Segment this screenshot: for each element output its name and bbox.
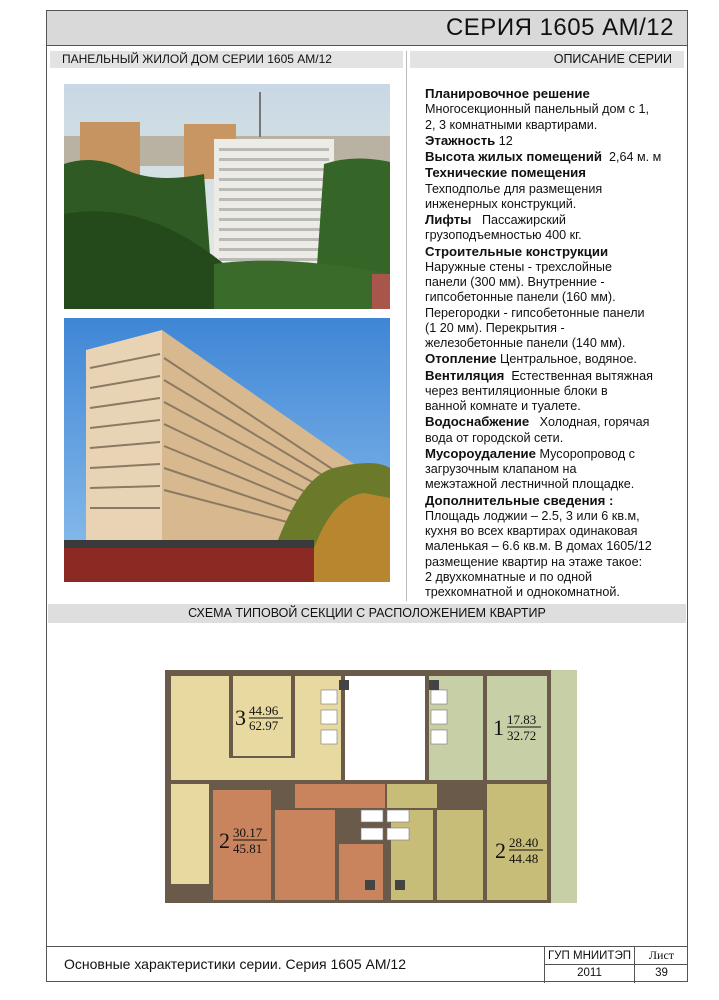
description-line <box>425 351 687 367</box>
description-line <box>425 493 687 509</box>
apartment-2-right-rooms: 2 <box>495 838 506 863</box>
description-line <box>425 336 687 351</box>
description-line <box>425 524 687 539</box>
description-line <box>425 368 687 384</box>
description-heading: Мусороудаление <box>425 445 536 461</box>
description-text: (1 20 мм). Перекрытия - <box>425 320 565 335</box>
description-text: Пассажирский <box>471 213 566 227</box>
description-line <box>425 118 687 133</box>
stairwell <box>345 676 425 780</box>
page-title: СЕРИЯ 1605 АМ/12 <box>445 14 674 41</box>
description-text: вода от городской сети. <box>425 430 564 445</box>
description-text: Холодная, горячая <box>529 415 650 430</box>
description-line <box>425 555 687 570</box>
description-line <box>425 477 687 492</box>
description-line <box>425 260 687 275</box>
apartment-1-total: 32.72 <box>507 728 537 743</box>
description-text: загрузочным клапаном на <box>425 462 577 476</box>
description-heading: Дополнительные сведения : <box>425 492 614 508</box>
apartment-3-rooms: 3 <box>235 705 246 730</box>
description-text: Техподполье для размещения <box>425 181 603 196</box>
building-photo-aerial <box>64 84 390 309</box>
description-line <box>425 149 687 165</box>
apartment-2-left-living: 30.17 <box>233 825 263 840</box>
footer-year: 2011 <box>577 967 602 979</box>
description-line <box>425 197 687 212</box>
description-line <box>425 462 687 477</box>
apartment-1-loggia <box>551 670 577 903</box>
description-line <box>425 102 687 117</box>
description-text: 2 двухкомнатные и по одной <box>425 569 593 584</box>
description-heading: Лифты <box>425 212 472 227</box>
description-heading: Высота жилых помещений <box>425 149 602 164</box>
description-line <box>425 399 687 414</box>
description-text: межэтажной лестничной площадке. <box>425 477 635 492</box>
series-description <box>425 86 687 600</box>
description-text: Наружные стены - трехслойные <box>425 259 612 274</box>
description-heading: Водоснабжение <box>425 414 530 430</box>
column-divider <box>406 51 407 601</box>
description-text: ванной комнате и туалете. <box>425 399 581 413</box>
apartment-3-loggia <box>171 784 209 884</box>
apartment-2-left-room-b <box>275 810 335 900</box>
footer-sheet-label: Лист <box>648 948 675 962</box>
description-text: панели (300 мм). Внутренние - <box>425 275 605 289</box>
description-line <box>425 384 687 399</box>
apartment-3-total: 62.97 <box>249 718 279 733</box>
footer-org-cell <box>544 947 634 983</box>
subheader-right: ОПИСАНИЕ СЕРИИ <box>410 51 684 68</box>
scheme-title: СХЕМА ТИПОВОЙ СЕКЦИИ С РАСПОЛОЖЕНИЕМ КВАРТИР <box>48 604 686 623</box>
footer-caption: Основные характеристики серии. Серия 1605 АМ/12 <box>64 956 406 972</box>
description-text: Центральное, водяное. <box>496 352 637 367</box>
description-line <box>425 306 687 321</box>
description-text: размещение квартир на этаже такое: <box>425 554 643 569</box>
description-text: 2,64 м. м <box>601 150 662 164</box>
description-line <box>425 431 687 446</box>
description-line <box>425 275 687 290</box>
description-line <box>425 290 687 305</box>
description-line <box>425 509 687 524</box>
description-line <box>425 244 687 260</box>
description-text: Перегородки - гипсобетонные панели <box>425 305 645 320</box>
apartment-1-rooms: 1 <box>493 715 504 740</box>
section-floor-plan <box>165 670 577 903</box>
description-line <box>425 585 687 600</box>
description-line <box>425 539 687 554</box>
description-text: гипсобетонные панели (160 мм). <box>425 290 616 305</box>
description-text: кухня во всех квартирах одинаковая <box>425 524 638 538</box>
description-line <box>425 165 687 181</box>
description-text: 12 <box>495 133 513 148</box>
apartment-2-left-total: 45.81 <box>233 841 263 856</box>
subheader-left: ПАНЕЛЬНЫЙ ЖИЛОЙ ДОМ СЕРИИ 1605 АМ/12 <box>50 51 403 68</box>
description-text: грузоподъемностью 400 кг. <box>425 228 582 243</box>
footer-sheet-cell <box>634 947 688 983</box>
description-text: Многосекционный панельный дом с 1, <box>425 102 649 117</box>
apartment-1-living: 17.83 <box>507 712 537 727</box>
apartment-2-right-room-b <box>437 810 483 900</box>
description-line <box>425 182 687 197</box>
description-text: Площадь лоджии – 2.5, 3 или 6 кв.м, <box>425 508 640 523</box>
apartment-2-right-living: 28.40 <box>509 835 539 850</box>
description-heading: Технические помещения <box>425 165 586 181</box>
description-heading: Строительные конструкции <box>425 243 609 259</box>
description-line <box>425 133 687 149</box>
description-text: трехкомнатной и однокомнатной. <box>425 585 620 599</box>
description-line <box>425 86 687 102</box>
description-line <box>425 414 687 430</box>
description-line <box>425 570 687 585</box>
description-heading: Планировочное решение <box>425 86 590 101</box>
description-text: железобетонные панели (140 мм). <box>425 336 626 350</box>
building-photo-street <box>64 318 390 582</box>
description-line <box>425 212 687 228</box>
apartment-2-right-total: 44.48 <box>509 851 539 866</box>
description-line <box>425 446 687 462</box>
description-text: маленькая – 6.6 кв.м. В домах 1605/12 <box>425 539 652 554</box>
description-text: Мусоропровод с <box>535 446 635 461</box>
description-heading: Вентиляция <box>425 367 505 383</box>
description-text: Естественная вытяжная <box>504 368 653 383</box>
description-text: инженерных конструкций. <box>425 196 577 211</box>
footer-sheet-number: 39 <box>655 967 668 979</box>
description-heading: Этажность <box>425 132 496 148</box>
footer <box>46 946 688 982</box>
description-text: 2, 3 комнатными квартирами. <box>425 117 598 132</box>
description-line <box>425 228 687 243</box>
apartment-2-left-rooms: 2 <box>219 828 230 853</box>
description-text: через вентиляционные блоки в <box>425 383 608 398</box>
description-heading: Отопление <box>425 351 497 367</box>
description-line <box>425 321 687 336</box>
footer-org: ГУП МНИИТЭП <box>548 950 631 962</box>
apartment-3-living: 44.96 <box>249 703 279 718</box>
